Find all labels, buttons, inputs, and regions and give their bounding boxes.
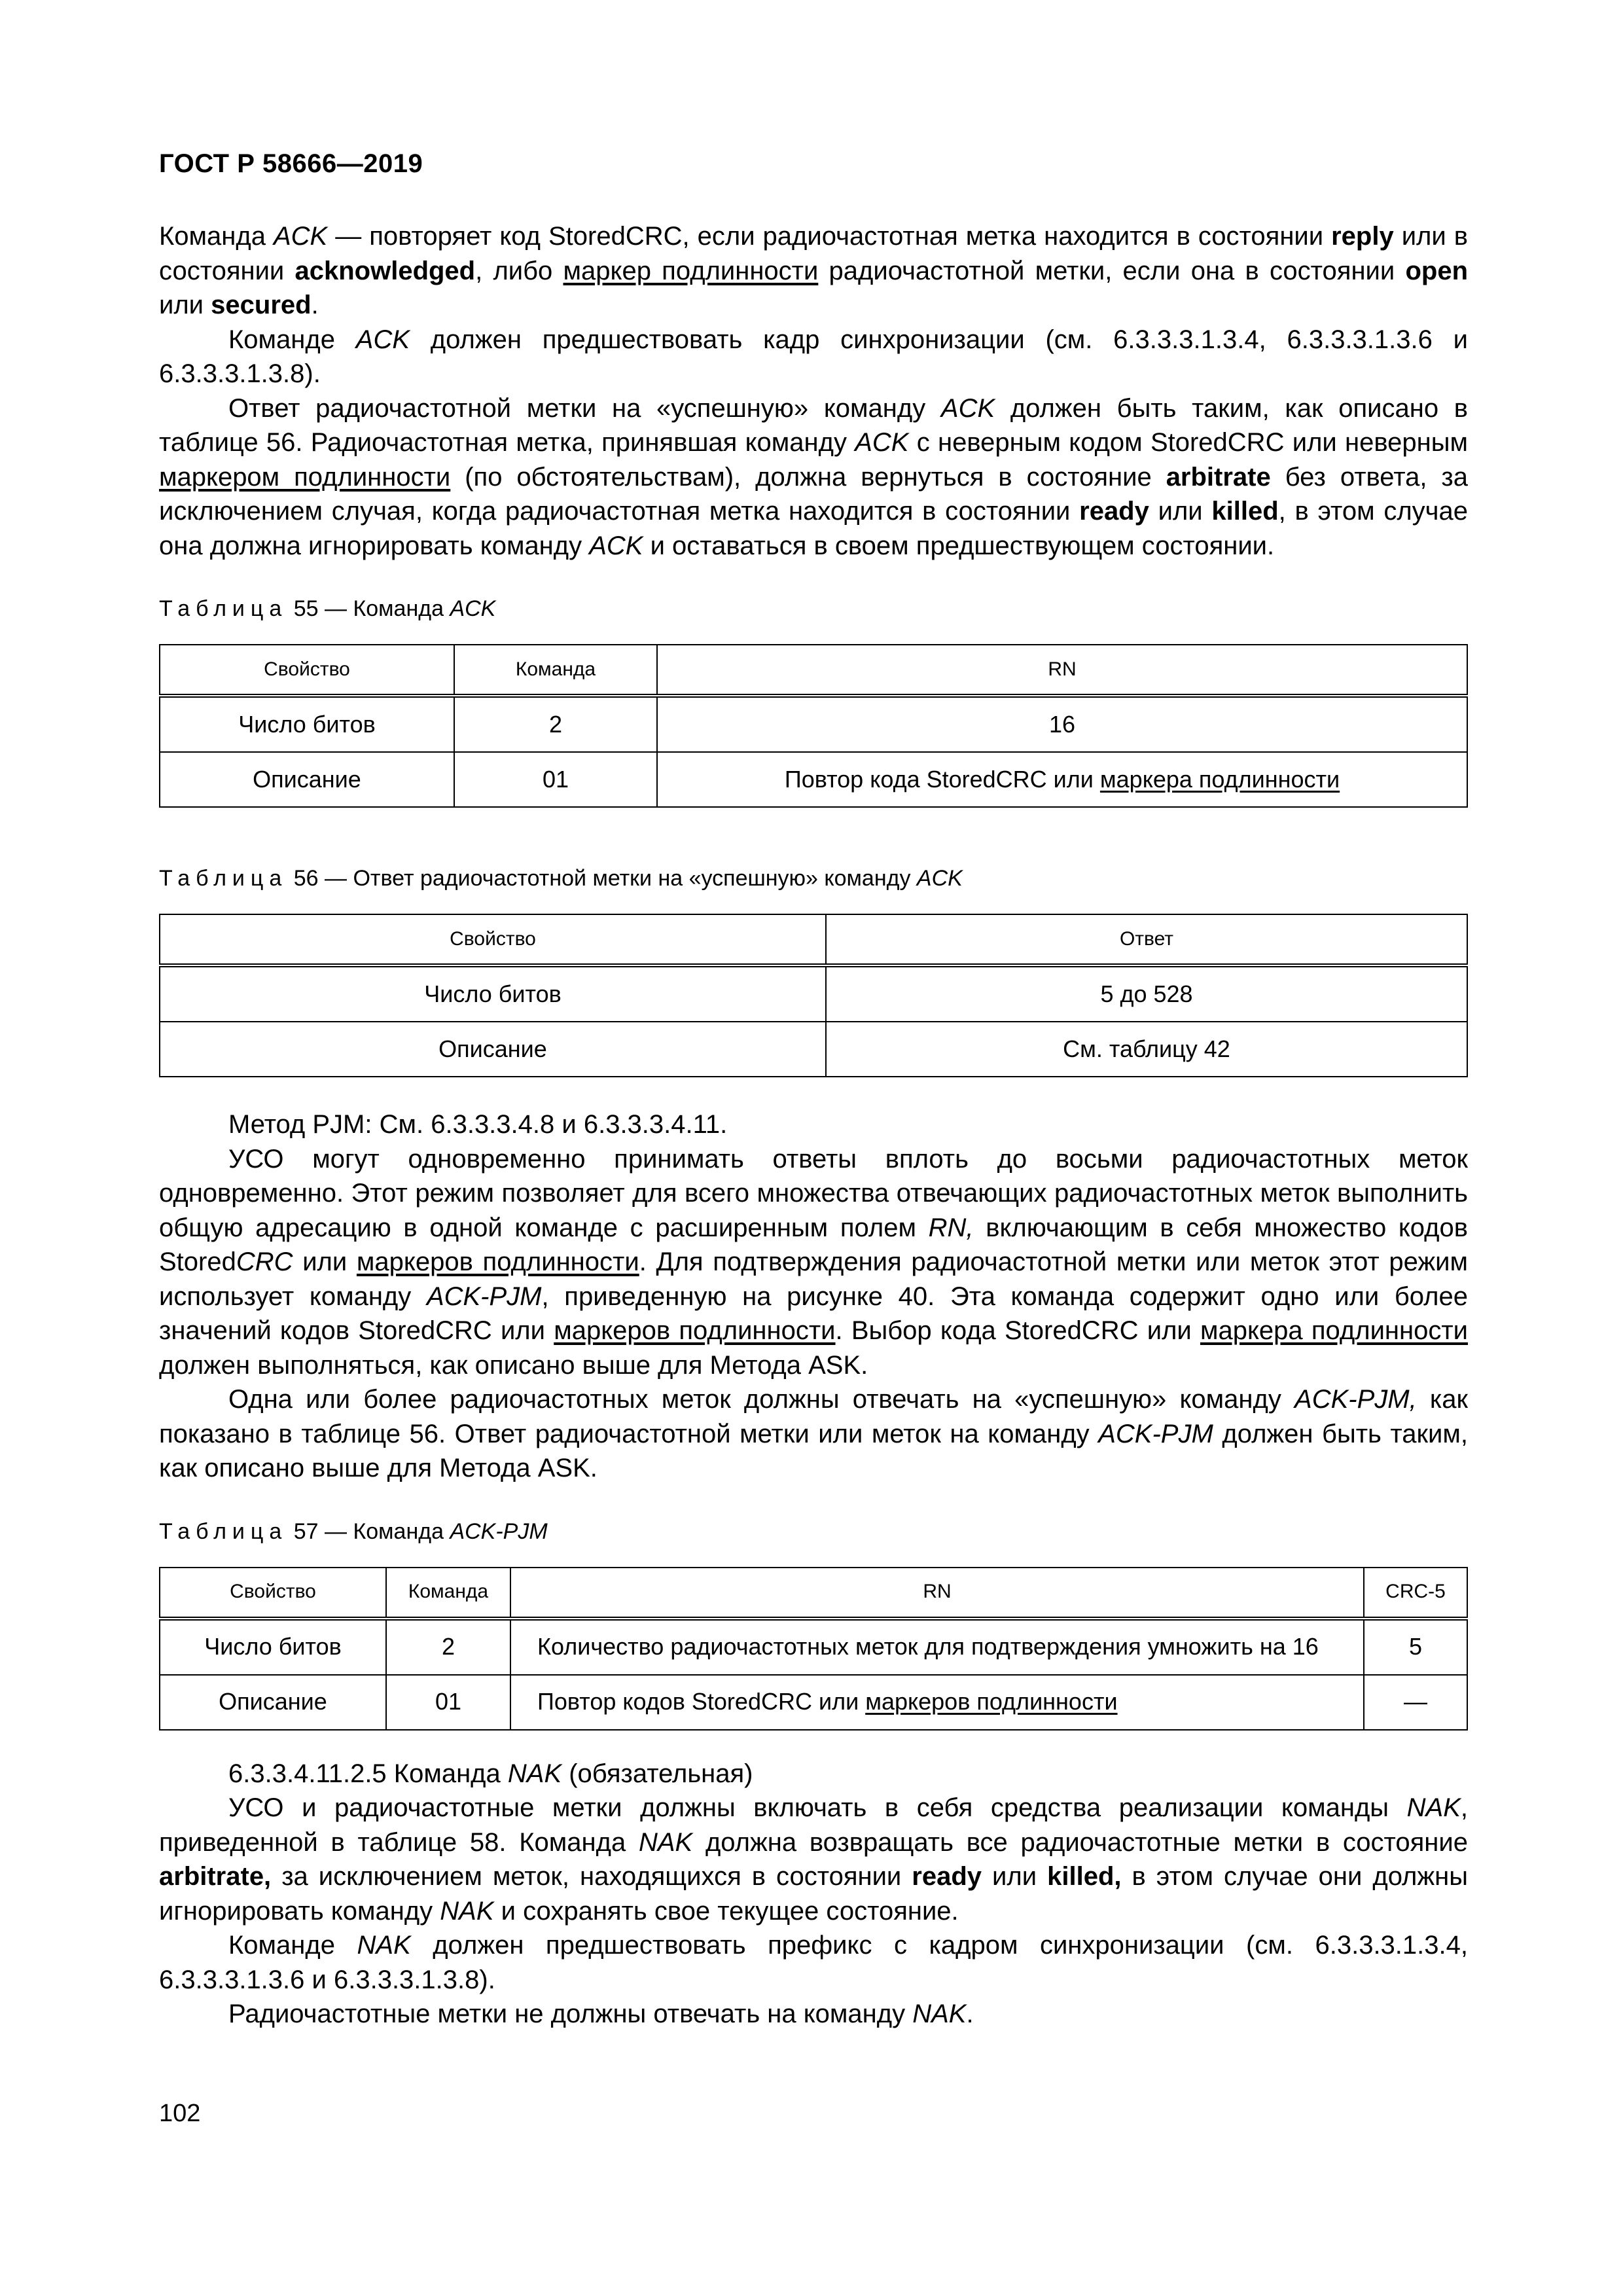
- term-link[interactable]: маркера подлинности: [1200, 1316, 1469, 1345]
- table-cell: Количество радиочастотных меток для подтверждения умножить на 16: [510, 1619, 1364, 1675]
- table-cell: [657, 752, 1467, 807]
- text: (по обстоятельствам), должна вернуться в состояние: [450, 462, 1166, 492]
- state-killed: killed,: [1047, 1862, 1122, 1891]
- paragraph-pjm-description: [159, 1142, 1468, 1383]
- table-header-cell: Команда: [386, 1568, 510, 1619]
- cmd-ack: ACK: [589, 531, 643, 560]
- table-55: [159, 644, 1468, 808]
- table-header-cell: RN: [657, 645, 1467, 696]
- text: УСО могут одновременно принимать ответы вплоть до восьми радиочастотных меток одновременно. Этот режим позволяет для всего множества отвечающих радиочастотных меток выполнить общую адресацию в одной команде с расширенным полем: [159, 1144, 1468, 1242]
- caption-label: Таблица: [159, 596, 288, 621]
- table-56: [159, 914, 1468, 1077]
- text: 6.3.3.4.11.2.5 Команда: [228, 1759, 508, 1788]
- term-link[interactable]: маркер подлинности: [563, 256, 819, 285]
- table-row: [160, 1022, 1467, 1077]
- text: .: [966, 2000, 974, 2028]
- table-cell: Число битов: [160, 965, 826, 1022]
- table-header-cell: Свойство: [160, 914, 826, 965]
- text: и оставаться в своем предшествующем состоянии.: [643, 531, 1275, 560]
- text: Команда: [159, 222, 274, 251]
- text: .: [311, 291, 319, 319]
- text: УСО и радиочастотные метки должны включать в себя средства реализации команды: [228, 1793, 1407, 1822]
- table-header-cell: Свойство: [160, 645, 454, 696]
- cmd-nak: NAK: [1406, 1793, 1461, 1822]
- table-cell: Число битов: [160, 696, 454, 752]
- text: за исключением меток, находящихся в состоянии: [271, 1862, 912, 1891]
- table-row: [160, 1675, 1467, 1730]
- text: радиочастотной метки, если она в состоянии: [818, 256, 1406, 285]
- text: или: [159, 291, 211, 319]
- text: Ответ радиочастотной метки на «успешную» команду: [228, 393, 941, 423]
- text: в этом случае они должны игнорировать команду: [159, 1862, 1468, 1926]
- text: Команде: [228, 325, 356, 354]
- paragraph-ack-sync: [159, 323, 1468, 391]
- term-link[interactable]: маркером подлинности: [159, 462, 451, 492]
- text: , приведенную на рисунке 40. Эта команда содержит одно или более значений кодов StoredCRC или: [159, 1282, 1469, 1345]
- text: — повторяет код StoredCRC, если радиочастотная метка находится в состоянии: [327, 222, 1332, 251]
- caption-cmd: ACK: [916, 866, 963, 891]
- table-row: [160, 965, 1467, 1022]
- text: Одна или более радиочастотных меток должны отвечать на «успешную» команду: [228, 1385, 1295, 1414]
- paragraph-ack-description: [159, 219, 1468, 323]
- caption-label: Таблица: [159, 866, 288, 891]
- caption-cmd: ACK: [450, 596, 496, 621]
- text: или: [982, 1862, 1048, 1891]
- text: без ответа, за исключением случая, когда радиочастотная метка находится в состоянии: [159, 462, 1468, 526]
- table-cell: См. таблицу 42: [826, 1022, 1467, 1077]
- document-header: ГОСТ Р 58666—2019: [159, 149, 423, 178]
- table-56-caption: [159, 865, 1468, 891]
- table-55-caption: [159, 596, 1468, 622]
- table-cell: Описание: [160, 752, 454, 807]
- text: , либо: [475, 256, 563, 285]
- term-link[interactable]: маркеров подлинности: [865, 1688, 1118, 1715]
- cmd-ack-pjm: ACK-PJM: [426, 1282, 542, 1311]
- table-cell: 5 до 528: [826, 965, 1467, 1022]
- text: Команде: [228, 1931, 357, 1960]
- table-row: [160, 1619, 1467, 1675]
- text: должен выполняться, как описано выше для Метода ASK.: [159, 1350, 868, 1380]
- text: должен предшествовать кадр синхронизации (см. 6.3.3.3.1.3.4, 6.3.3.3.1.3.6 и 6.3.3.3.1.3.8).: [159, 325, 1469, 388]
- table-cell: Описание: [160, 1675, 386, 1730]
- table-cell: 01: [454, 752, 657, 807]
- table-header-row: [160, 914, 1467, 965]
- cmd-ack: ACK: [855, 428, 909, 457]
- text: должен быть таким, как описано в таблице 56. Радиочастотная метка, принявшая команду: [159, 393, 1469, 457]
- text: Повтор кодов StoredCRC или: [537, 1688, 866, 1715]
- table-header-row: [160, 1568, 1467, 1619]
- text: Повтор кода StoredCRC или: [784, 765, 1100, 793]
- state-ready: ready: [912, 1862, 982, 1891]
- cmd-nak: NAK: [357, 1931, 411, 1960]
- text: или: [1149, 497, 1212, 526]
- caption-label: Таблица: [159, 1518, 288, 1544]
- text: и сохранять свое текущее состояние.: [493, 1896, 959, 1926]
- table-57: [159, 1567, 1468, 1731]
- text: должен быть таким, как описано выше для Метода ASK.: [159, 1419, 1468, 1482]
- page-number: 102: [159, 2100, 201, 2127]
- text: . Для подтверждения радиочастотной метки или меток этот режим использует команду: [159, 1247, 1468, 1311]
- text: или в состоянии: [159, 222, 1468, 285]
- field-rn: RN,: [928, 1213, 974, 1242]
- table-header-cell: RN: [510, 1568, 1364, 1619]
- term-link[interactable]: маркеров подлинности: [554, 1316, 836, 1345]
- text: Радиочастотные метки не должны отвечать на команду: [228, 2000, 913, 2028]
- text: с неверным кодом StoredCRC или неверным: [908, 428, 1468, 457]
- table-cell: Описание: [160, 1022, 826, 1077]
- state-secured: secured: [211, 291, 312, 319]
- caption-cmd: ACK-PJM: [450, 1518, 548, 1544]
- cmd-ack-pjm: ACK-PJM,: [1294, 1385, 1417, 1414]
- table-cell: Число битов: [160, 1619, 386, 1675]
- paragraph-nak-sync: [159, 1928, 1468, 1997]
- paragraph-nak-description: [159, 1791, 1468, 1928]
- table-header-cell: Свойство: [160, 1568, 386, 1619]
- state-arbitrate: arbitrate,: [159, 1862, 272, 1891]
- state-reply: reply: [1331, 222, 1394, 251]
- text: или: [293, 1247, 357, 1276]
- table-row: [160, 752, 1467, 807]
- text: , в этом случае она должна игнорировать команду: [159, 497, 1468, 560]
- paragraph-ack-response: [159, 391, 1468, 564]
- field-crc: CRC: [236, 1247, 293, 1276]
- document-body: [159, 219, 1468, 2032]
- text: как показано в таблице 56. Ответ радиочастотной метки или меток на команду: [159, 1385, 1468, 1448]
- text: должен предшествовать префикс с кадром синхронизации (см. 6.3.3.3.1.3.4, 6.3.3.3.1.3.6 и 6.3.3.3.1.3.8).: [159, 1931, 1468, 1994]
- cmd-ack: ACK: [355, 325, 410, 354]
- text: . Выбор кода StoredCRC или: [835, 1316, 1200, 1345]
- state-acknowledged: acknowledged: [294, 256, 476, 285]
- table-header-cell: CRC-5: [1364, 1568, 1467, 1619]
- text: (обязательная): [562, 1759, 753, 1788]
- caption-text: 56 — Ответ радиочастотной метки на «успешную» команду: [287, 866, 917, 891]
- state-ready: ready: [1079, 497, 1149, 526]
- state-arbitrate: arbitrate: [1166, 462, 1271, 492]
- text: включающим в себя множество кодов Stored: [159, 1213, 1469, 1276]
- table-cell: [510, 1675, 1364, 1730]
- paragraph-pjm-response: [159, 1382, 1468, 1486]
- table-cell: 2: [454, 696, 657, 752]
- table-57-caption: [159, 1518, 1468, 1545]
- cmd-ack: ACK: [940, 393, 995, 423]
- table-cell: 5: [1364, 1619, 1467, 1675]
- table-header-cell: Ответ: [826, 914, 1467, 965]
- term-link[interactable]: маркера подлинности: [1099, 765, 1340, 793]
- state-open: open: [1405, 256, 1468, 285]
- table-cell: —: [1364, 1675, 1467, 1730]
- cmd-nak: NAK: [912, 2000, 967, 2028]
- cmd-ack-pjm: ACK-PJM: [1098, 1419, 1213, 1448]
- table-row: [160, 696, 1467, 752]
- table-cell: 2: [386, 1619, 510, 1675]
- cmd-nak: NAK: [440, 1896, 494, 1926]
- paragraph-pjm-method: Метод PJM: См. 6.3.3.3.4.8 и 6.3.3.3.4.11.: [228, 1110, 728, 1139]
- text: должна возвращать все радиочастотные метки в состояние: [692, 1827, 1468, 1857]
- section-heading-nak: [159, 1757, 1468, 1791]
- caption-text: 57 — Команда: [287, 1518, 450, 1544]
- paragraph-nak-no-reply: [159, 1997, 1468, 2032]
- cmd-ack: ACK: [273, 222, 328, 251]
- cmd-nak: NAK: [507, 1759, 562, 1788]
- text: , приведенной в таблице 58. Команда: [159, 1793, 1468, 1857]
- table-header-cell: Команда: [454, 645, 657, 696]
- table-cell: 01: [386, 1675, 510, 1730]
- caption-text: 55 — Команда: [287, 596, 450, 621]
- table-cell: 16: [657, 696, 1467, 752]
- table-header-row: [160, 645, 1467, 696]
- term-link[interactable]: маркеров подлинности: [356, 1247, 639, 1276]
- state-killed: killed: [1211, 497, 1279, 526]
- cmd-nak: NAK: [638, 1827, 693, 1857]
